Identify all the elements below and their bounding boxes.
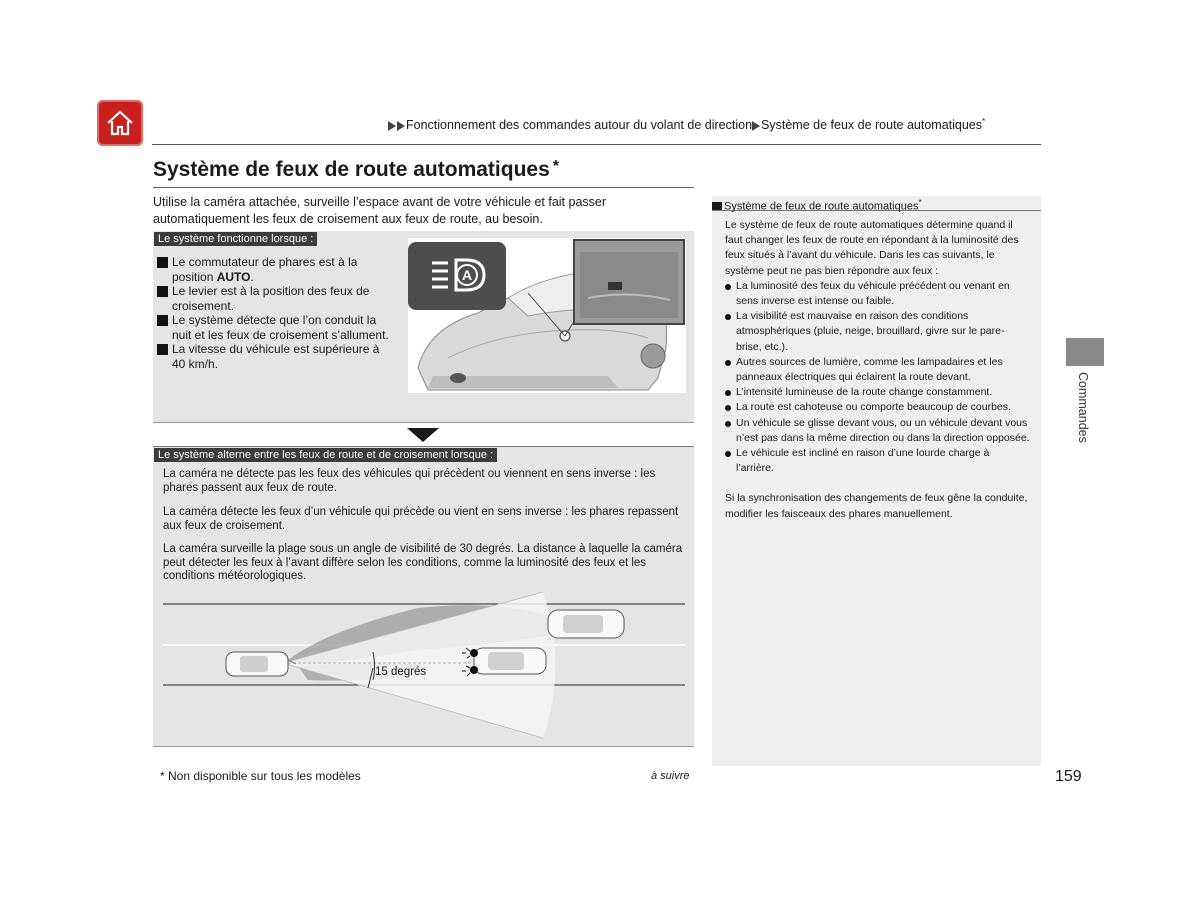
condition-text-end: . [250, 269, 254, 284]
angle-label: 15 degrés [375, 666, 427, 678]
condition-item [157, 255, 392, 284]
down-arrow-icon [407, 428, 439, 442]
home-icon[interactable] [97, 100, 143, 146]
square-bullet-icon [157, 315, 168, 326]
sidebar-bullet: La luminosité des feux du véhicule précédent ou venant en sens inverse est intense ou faible. [725, 279, 1030, 309]
chapter-tab[interactable] [1066, 338, 1104, 366]
panel-divider [153, 446, 694, 447]
condition-bold-text: AUTO [216, 269, 251, 284]
sidebar-bullet: La visibilité est mauvaise en raison des conditions atmosphériques (pluie, neige, brouillard, givre sur le pare-brise, etc.). [725, 309, 1030, 355]
breadcrumb-link-section[interactable]: Fonctionnement des commandes autour du volant de direction [406, 118, 753, 133]
condition-text: Le commutateur de phares est à la position [172, 255, 358, 284]
operating-conditions-tag: Le système fonctionne lorsque : [154, 232, 317, 246]
switching-conditions-tag: Le système alterne entre les feux de route et de croisement lorsque : [154, 448, 497, 462]
reference-marker-icon [712, 202, 722, 210]
intro-paragraph: Utilise la caméra attachée, surveille l’espace avant de votre véhicule et fait passer automatiquement les feux de croisement aux feux de route, au besoin. [153, 195, 607, 226]
sidebar-heading-star: * [918, 198, 922, 207]
sidebar-bullet: Autres sources de lumière, comme les lampadaires et les panneaux électriques qui éclairent la route devant. [725, 355, 1030, 385]
svg-text:A: A [461, 267, 473, 283]
switching-paragraph-1: La caméra ne détecte pas les feux des véhicules qui précèdent ou viennent en sens inverse : les phares passent aux feux de route. [163, 468, 656, 494]
page-title-text: Système de feux de route automatiques [153, 158, 550, 181]
sidebar-heading [712, 196, 1041, 211]
page-title-star: * [552, 158, 560, 175]
breadcrumb-arrow-icon [388, 121, 396, 131]
page-title [153, 158, 559, 182]
breadcrumb-footnote-star: * [982, 117, 986, 126]
square-bullet-icon [157, 286, 168, 297]
page-number: 159 [1055, 768, 1082, 785]
sidebar-heading-text[interactable]: Système de feux de route automatiques [724, 200, 919, 213]
condition-text: Le système détecte que l’on conduit la nuit et les feux de croisement s’allument. [172, 313, 389, 342]
chapter-tab-label[interactable]: Commandes [1076, 372, 1090, 443]
sidebar-bullet: Le véhicule est incliné en raison d’une lourde charge à l’arrière. [725, 446, 1030, 476]
breadcrumb-arrow-icon [397, 121, 405, 131]
sidebar-bullet: Un véhicule se glisse devant vous, ou un véhicule devant vous n’est pas dans la même direction ou dans la direction opposée. [725, 416, 1030, 446]
breadcrumb-arrow-icon [752, 121, 760, 131]
condition-item [157, 313, 392, 342]
sidebar-bullet: La route est cahoteuse ou comporte beaucoup de courbes. [725, 400, 1030, 415]
title-divider [153, 187, 694, 188]
sidebar-body [725, 218, 1030, 522]
continue-label: à suivre [651, 770, 690, 782]
condition-text: Le levier est à la position des feux de croisement. [172, 284, 370, 313]
sidebar-intro: Le système de feux de route automatiques détermine quand il faut changer les feux de route en répondant à la luminosité des feux situés à l’avant du véhicule. Dans les cas suivants, le système peut ne pas bien répondre aux feux : [725, 219, 1019, 277]
conditions-list [157, 255, 392, 371]
condition-item [157, 342, 392, 371]
sidebar-closing: Si la synchronisation des changements de feux gêne la conduite, modifier les faisceaux des phares manuellement. [725, 492, 1028, 520]
footnote: * Non disponible sur tous les modèles [160, 769, 361, 783]
switching-paragraph-2: La caméra détecte les feux d’un véhicule qui précède ou vient en sens inverse : les phares repassent aux feux de croisement. [163, 506, 679, 532]
own-vehicle [226, 652, 296, 676]
square-bullet-icon [157, 257, 168, 268]
breadcrumb [388, 117, 985, 132]
breadcrumb-current: Système de feux de route automatiques [761, 118, 983, 133]
sidebar-bullet: L’intensité lumineuse de la route change constamment. [725, 385, 1030, 400]
condition-text: La vitesse du véhicule est supérieure à 40 km/h. [172, 342, 380, 371]
header-divider [152, 144, 1041, 145]
car-camera-illustration [408, 238, 686, 393]
condition-item [157, 284, 392, 313]
square-bullet-icon [157, 344, 168, 355]
switching-paragraph-3: La caméra surveille la plage sous un angle de visibilité de 30 degrés. La distance à laquelle la caméra peut détecter les feux à l’avant diffère selon les conditions, comme la luminosité des feux et les conditions météorologiques. [163, 543, 683, 582]
